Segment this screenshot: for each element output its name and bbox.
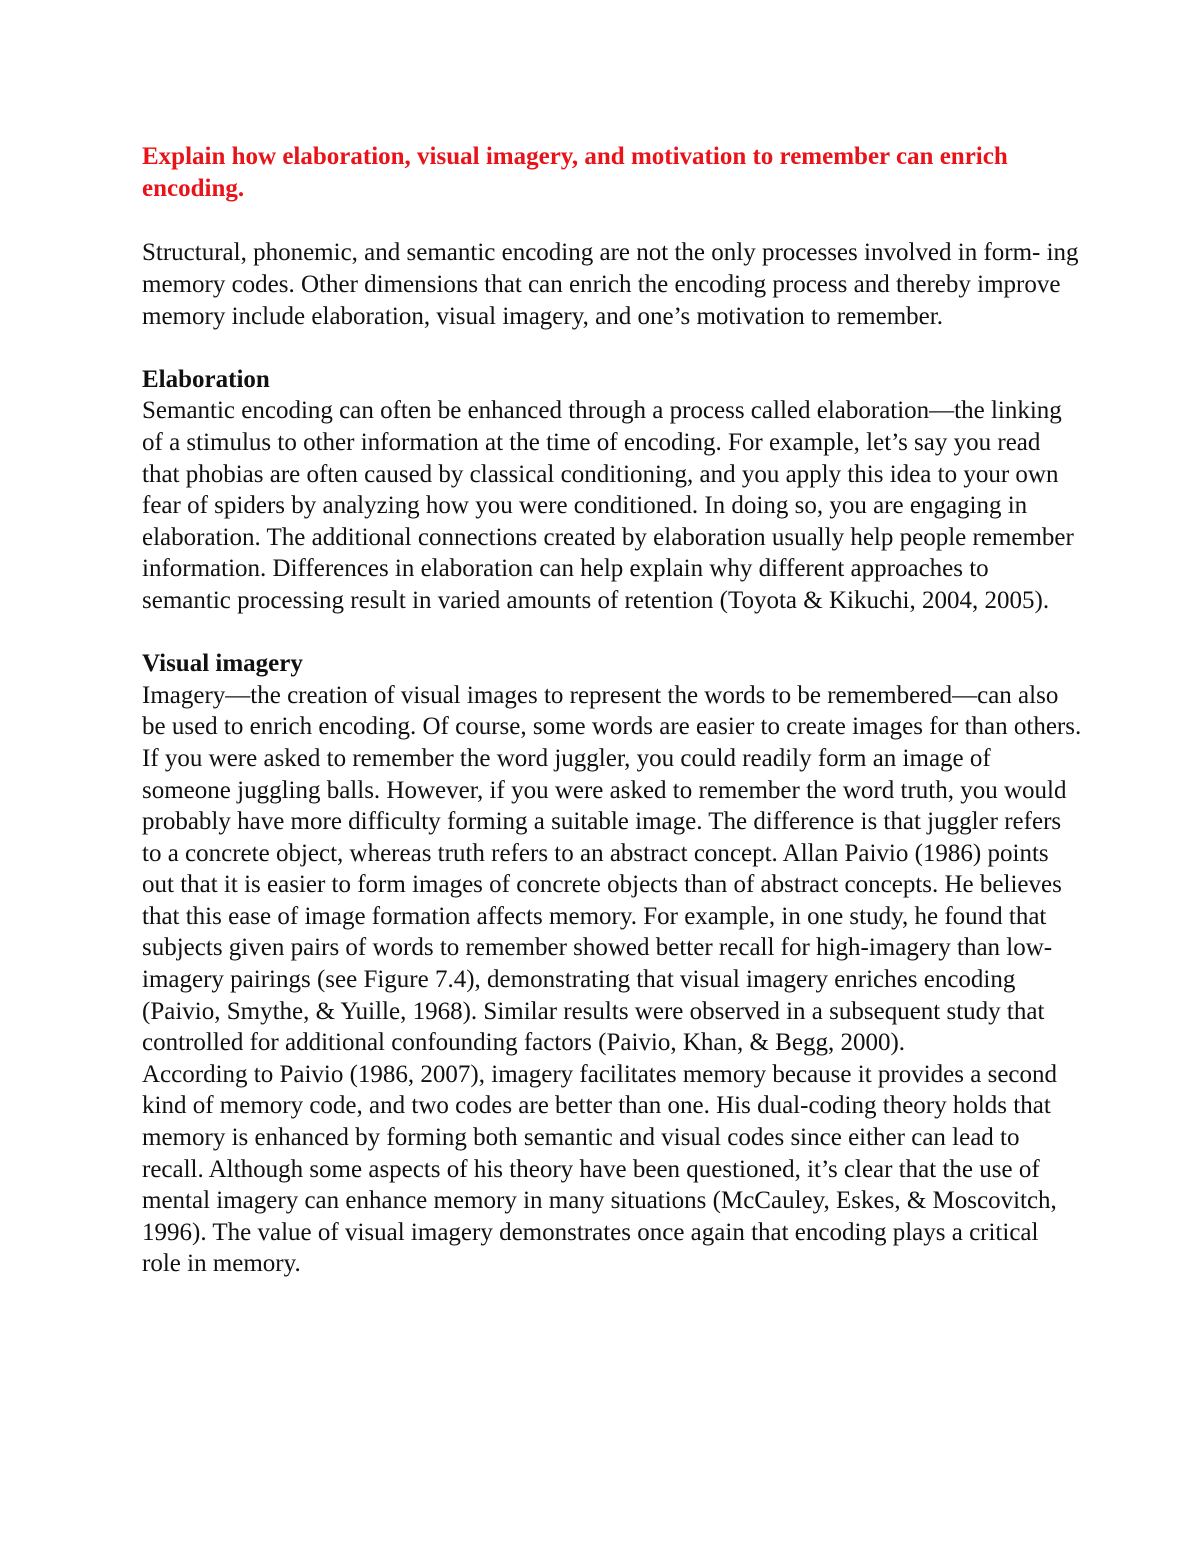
visual-imagery-paragraph-2: According to Paivio (1986, 2007), imagery facilitates memory because it provides a second kind of memory code, and two codes are better than one. His dual-coding theory holds that memory is enhanced by forming both semantic and visual codes since either can lead to recall. Although some aspects of his theory have been questioned, it’s clear that the use of mental imagery can enhance memory in many situations (McCauley, Eskes, & Moscovitch, 1996). The value of visual imagery demonstrates once again that encoding plays a critical role in memory. bbox=[142, 1060, 1058, 1278]
intro-paragraph: Structural, phonemic, and semantic encoding are not the only processes involved in form- ing memory codes. Other dimensions that can enrich the encoding process and thereby improve memory include elaboration, visual imagery, and one’s motivation to remember. bbox=[142, 239, 1079, 330]
spacer bbox=[142, 617, 1082, 649]
elaboration-heading: Elaboration bbox=[142, 365, 270, 393]
spacer bbox=[142, 206, 1082, 238]
visual-imagery-paragraph-1: Imagery—the creation of visual images to represent the words to be remembered—can also be used to enrich encoding. Of course, some words are easier to create images for than others. If you were asked to remember the word juggler, you could readily form an image of someone juggling balls. However, if you were asked to remember the word truth, you would probably have more difficulty forming a suitable image. The difference is that juggler refers to a concrete object, whereas truth refers to an abstract concept. Allan Paivio (1986) points out that it is easier to form images of concrete objects than of abstract concepts. He believes that this ease of image formation affects memory. For example, in one study, he found that subjects given pairs of words to remember showed better recall for high-imagery than low-imagery pairings (see Figure 7.4), demonstrating that visual imagery enriches encoding (Paivio, Smythe, & Yuille, 1968). Similar results were observed in a subsequent study that controlled for additional confounding factors (Paivio, Khan, & Begg, 2000). bbox=[142, 681, 1082, 1057]
question-heading: Explain how elaboration, visual imagery, and motivation to remember can enrich encoding. bbox=[142, 143, 1008, 203]
document-body bbox=[142, 141, 1082, 1280]
elaboration-paragraph: Semantic encoding can often be enhanced through a process called elaboration—the linking of a stimulus to other information at the time of encoding. For example, let’s say you read that phobias are often caused by classical conditioning, and you apply this idea to your own fear of spiders by analyzing how you were conditioned. In doing so, you are engaging in elaboration. The additional connections created by elaboration usually help people remember information. Differences in elaboration can help explain why different approaches to semantic processing result in varied amounts of retention (Toyota & Kikuchi, 2004, 2005). bbox=[142, 397, 1074, 614]
visual-imagery-heading: Visual imagery bbox=[142, 650, 303, 678]
spacer bbox=[142, 332, 1082, 364]
